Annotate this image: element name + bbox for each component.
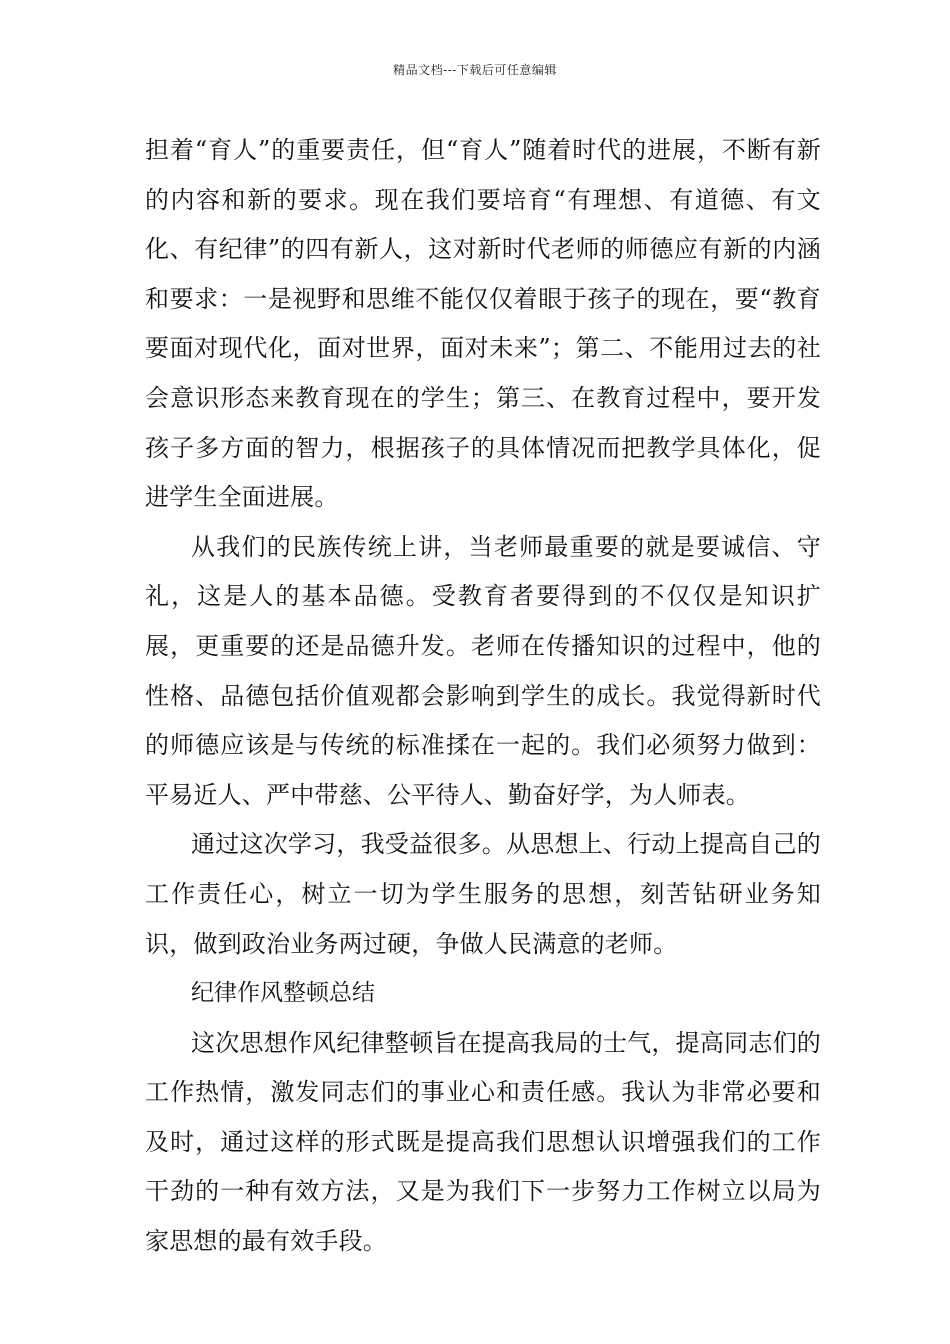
section-title: 纪律作风整顿总结 xyxy=(191,980,375,1007)
document-body xyxy=(145,126,821,1267)
paragraph-continuation: 担着“育人”的重要责任，但“育人”随着时代的进展，不断有新的内容和新的要求。现在我们要培育“有理想、有道德、有文化、有纪律”的四有新人，这对新时代老师的师德应有新的内涵和要求：一是视野和思维不能仅仅着眼于孩子的现在，要“教育要面对现代化，面对世界，面对未来”；第二、不能用过去的社会意识形态来教育现在的学生；第三、在教育过程中，要开发孩子多方面的智力，根据孩子的具体情况而把教学具体化，促进学生全面进展。 xyxy=(145,136,821,512)
page-header: 精品文档---下载后可任意编辑 xyxy=(393,63,557,77)
paragraph-study-gains: 通过这次学习，我受益很多。从思想上、行动上提高自己的工作责任心，树立一切为学生服务的思想，刻苦钻研业务知识，做到政治业务两过硬，争做人民满意的老师。 xyxy=(145,830,821,958)
paragraph-discipline: 这次思想作风纪律整顿旨在提高我局的士气，提高同志们的工作热情，激发同志们的事业心和责任感。我认为非常必要和及时，通过这样的形式既是提高我们思想认识增强我们的工作干劲的一种有效方法，又是为我们下一步努力工作树立以局为家思想的最有效手段。 xyxy=(145,1028,821,1256)
paragraph-tradition: 从我们的民族传统上讲，当老师最重要的就是要诚信、守礼，这是人的基本品德。受教育者要得到的不仅仅是知识扩展，更重要的还是品德升发。老师在传播知识的过程中，他的性格、品德包括价值观都会影响到学生的成长。我觉得新时代的师德应该是与传统的标准揉在一起的。我们必须努力做到：平易近人、严中带慈、公平待人、勤奋好学，为人师表。 xyxy=(145,532,821,809)
